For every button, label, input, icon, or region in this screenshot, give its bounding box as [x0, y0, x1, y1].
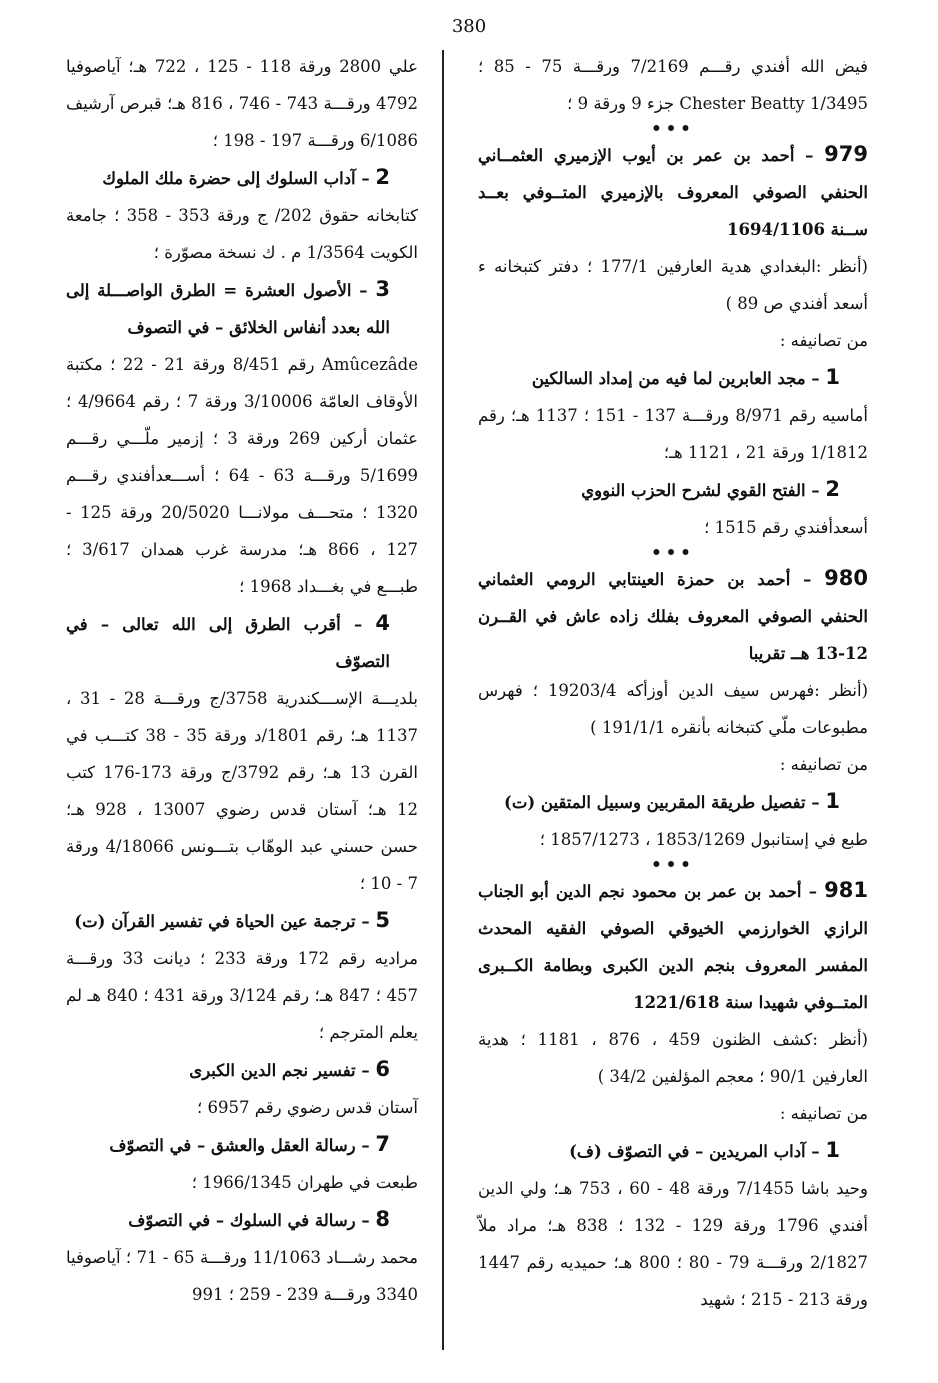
entry-heading [478, 471, 868, 509]
entry-number: 979 [824, 142, 868, 166]
entry-heading-text: – آداب المريدين – في التصوّف (ف) [569, 1142, 826, 1161]
entry-text: من تصانيفه : [779, 1104, 868, 1123]
entry-heading [66, 271, 418, 346]
entry-heading [66, 1201, 418, 1239]
entry-heading-text: – تفسير نجم الدين الكبرى [189, 1061, 376, 1080]
entry-heading-text: – أقرب الطرق إلى الله تعالى – في التصوّف [66, 615, 390, 671]
entry-heading-text: – الفتح القوي لشرح الحزب النووي [581, 481, 826, 500]
entry-text: طبع في إستانبول 1853/1269 ، 1857/1273 ؛ [539, 830, 868, 849]
entry-heading-text: – الأصول العشرة = الطرق الواصـــلة إلى الله بعدد أنفاس الخلائق – في التصوف [66, 281, 390, 337]
entry-heading-text: – أحمد بن حمزة العينتابي الرومي العثماني الحنفي الصوفي المعروف بفلك زاده عاش في القــرن 12-13 هــ تقريبا [478, 570, 868, 663]
entry-number: 980 [824, 566, 868, 590]
entry-number: 981 [824, 878, 868, 902]
entry-text: أسعدأفندي رقم 1515 ؛ [704, 518, 868, 537]
entry-number: 6 [375, 1057, 390, 1081]
entry-heading-text: – مجد العابرين لما فيه من إمداد السالكين [531, 369, 826, 388]
entry-number: 2 [825, 477, 840, 501]
entry-heading [66, 159, 418, 197]
column-divider [442, 50, 444, 1350]
entry-heading-text: – أحمد بن عمر بن محمود نجم الدين أبو الجناب الرازي الخوارزمي الخيوقي الصوفي الفقيه المحدث المفسر المعروف بنجم الدين الكبرى وبطامة الكــبرى المتــوفي شهيدا سنة 1221/618 [478, 882, 868, 1012]
entry-text: Amûcezâde رقم 8/451 ورقة 21 - 22 ؛ مكتبة الأوقاف العامّة 3/10006 ورقة 7 ؛ رقم 4/9664 ؛ عثمان أركين 269 ورقة 3 ؛ إزمير ملّـــي رقـــم 5/1699 ورقـــة 63 - 64 ؛ أســـعدأفندي رقـــم 1320 ؛ متحـــف مولانـــا 20/5020 ورقة 125 - 127 ، 866 هـ؛ مدرسة غرب همدان 3/617 ؛ طبـــع في بغـــداد 1968 ؛ [66, 355, 418, 596]
entry-number: 7 [375, 1132, 390, 1156]
entry-text: آستان قدس رضوي رقم 6957 ؛ [197, 1098, 418, 1117]
entry-heading [478, 872, 868, 1021]
entry-heading [478, 783, 868, 821]
entry-text: طبعت في طهران 1966/1345 ؛ [191, 1173, 418, 1192]
entry-heading [66, 902, 418, 940]
entry-heading-text: – آداب السلوك إلى حضرة ملك الملوك [102, 169, 376, 188]
entry-separator: ••• [651, 855, 695, 874]
page-number: 380 [451, 16, 487, 37]
entry-number: 5 [375, 908, 390, 932]
entry-text: فيض الله أفندي رقـــم 7/2169 ورقـــة 75 - 85 ؛ 1/3495 Chester Beatty جزء 9 ورقة 9 ؛ [478, 57, 868, 113]
entry-number: 8 [375, 1207, 390, 1231]
entry-heading [66, 1051, 418, 1089]
entry-number: 1 [825, 789, 840, 813]
entry-text: علي 2800 ورقة 118 - 125 ، 722 هـ؛ آياصوفيا 4792 ورقـــة 743 - 746 ، 816 هـ؛ قبرص آرشيف 6/1086 ورقـــة 197 - 198 ؛ [66, 57, 419, 150]
entry-heading-text: – أحمد بن عمر بن أيوب الإزميري العثمــاني الحنفي الصوفي المعروف بالإزميري المتــوفي بعــد ســنة 1694/1106 [478, 146, 868, 239]
entry-heading-text: – ترجمة عين الحياة في تفسير القرآن (ت) [74, 912, 376, 931]
right-column [478, 48, 868, 1318]
entry-text: مراديه رقم 172 ورقة 233 ؛ ديانت 33 ورقـــة 457 ؛ 847 هـ؛ رقم 3/124 ورقة 431 ؛ 840 هـ لم يعلم المترجم ؛ [66, 949, 418, 1042]
entry-heading [478, 136, 868, 248]
entry-number: 3 [375, 277, 390, 301]
entry-text: (أنظر :كشف الظنون 459 ، 876 ، 1181 ؛ هدية العارفين 90/1 ؛ معجم المؤلفين 34/2 ) [478, 1030, 868, 1086]
entry-text: أماسيه رقم 8/971 ورقـــة 137 - 151 ؛ 1137 هـ؛ رقم 1/1812 ورقة 21 ، 1121 هـ؛ [478, 406, 868, 462]
entry-heading [66, 605, 418, 680]
left-column [66, 48, 418, 1313]
entry-separator: ••• [651, 543, 695, 562]
entry-text: بلديـــة الإســـكندرية 3758/ج ورقـــة 28 - 31 ، 1137 هـ؛ رقم 1801/د ورقة 35 - 38 كتـــب في القرن 13 هـ؛ رقم 3792/ج ورقة 173-176 كتب 12 هـ؛ آستان قدس رضوي 13007 ، 928 هـ؛ حسن حسني عبد الوهّاب بتـــونس 4/18066 ورقة 7 - 10 ؛ [66, 689, 418, 893]
entry-text: (أنظر :البغدادي هدية العارفين 177/1 ؛ دفتر كتبخانه ء أسعد أفندي ص 89 ) [478, 257, 868, 313]
entry-number: 1 [825, 1138, 840, 1162]
entry-text: (أنظر :فهرس سيف الدين أوزأكه 19203/4 ؛ فهرس مطبوعات ملّي كتبخانه بأنقره 191/1/1 ) [478, 681, 869, 737]
entry-heading-text: – رسالة العقل والعشق – في التصوّف [109, 1136, 376, 1155]
entry-separator: ••• [651, 119, 695, 138]
entry-heading-text: – تفصيل طريقة المقربين وسبيل المتقين (ت) [504, 793, 826, 812]
entry-text: من تصانيفه : [779, 331, 868, 350]
entry-number: 4 [375, 611, 390, 635]
entry-number: 2 [375, 165, 390, 189]
entry-text: من تصانيفه : [779, 755, 868, 774]
entry-text: وحيد باشا 7/1455 ورقة 48 - 60 ، 753 هـ؛ ولي الدين أفندي 1796 ورقة 129 - 132 ؛ 838 هـ؛ مراد ملاّ 2/1827 ورقـــة 79 - 80 ؛ 800 هـ؛ حميديه رقم 1447 ورقة 213 - 215 ؛ شهيد [478, 1179, 868, 1309]
entry-heading [478, 1132, 868, 1170]
entry-heading [478, 359, 868, 397]
entry-text: كتابخانه حقوق 202/ ج ورقة 353 - 358 ؛ جامعة الكويت 1/3564 م . ك نسخة مصوّرة ؛ [66, 206, 418, 262]
entry-heading [66, 1126, 418, 1164]
entry-heading [478, 560, 868, 672]
entry-text: محمد رشـــاد 11/1063 ورقـــة 65 - 71 ؛ آياصوفيا 3340 ورقـــة 239 - 259 ؛ 991 [66, 1248, 418, 1304]
entry-heading-text: – رسالة في السلوك – في التصوّف [128, 1211, 376, 1230]
entry-number: 1 [825, 365, 840, 389]
